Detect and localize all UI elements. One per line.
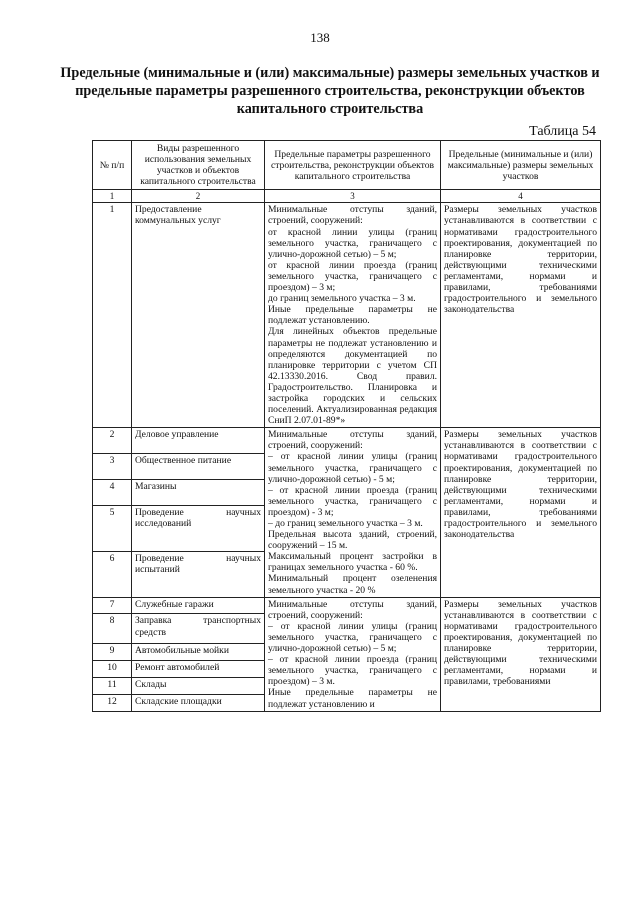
row-number: 6 — [93, 551, 132, 597]
use-type-name: Складские площадки — [132, 694, 265, 711]
use-type-name: Общественное питание — [132, 454, 265, 480]
param-line: Максимальный процент застройки в границах земельного участка - 60 %. — [268, 551, 437, 574]
use-type-name: Магазины — [132, 479, 265, 505]
use-type-name: Заправка транспортных средств — [132, 614, 265, 644]
regulations-table — [92, 140, 601, 712]
param-line: Минимальный процент озеленения земельного участка - 20 % — [268, 573, 437, 596]
param-line: Иные предельные параметры не подлежат установлению и — [268, 687, 437, 710]
column-number: 2 — [132, 190, 265, 203]
param-line: до границ земельного участка – 3 м. — [268, 293, 416, 305]
table-row — [93, 203, 601, 428]
column-number-row — [93, 190, 601, 203]
plot-sizes-cell — [441, 428, 601, 597]
use-type-name: Служебные гаражи — [132, 597, 265, 614]
column-number: 1 — [93, 190, 132, 203]
column-number: 4 — [441, 190, 601, 203]
param-line: – от красной линии улицы (границ земельного участка, граничащего с улично-дорожной сетью) – 5 м; — [268, 620, 437, 655]
param-line: от красной линии проезда (границ земельного участка, граничащего с проездом) – 3 м; — [268, 259, 437, 294]
page-number: 138 — [310, 30, 330, 45]
document-title: Предельные (минимальные и (или) максимальные) размеры земельных участков и предельные параметры разрешенного строительства, реконструкции объектов капитального строительства — [60, 65, 600, 117]
use-type-name: Проведение научных испытаний — [132, 551, 265, 597]
row-number: 1 — [93, 203, 132, 428]
header-number: № п/п — [93, 141, 132, 190]
table-caption: Таблица 54 — [529, 124, 596, 139]
plot-sizes-cell — [441, 203, 601, 428]
plot-sizes-cell — [441, 597, 601, 711]
param-line: – от красной линии проезда (границ земельного участка, граничащего с проездом) - 3 м; — [268, 484, 437, 518]
header-build-params: Предельные параметры разрешенного строительства, реконструкции объектов капитального строительства — [265, 141, 441, 190]
use-type-name: Проведение научных исследований — [132, 505, 265, 551]
column-number: 3 — [265, 190, 441, 203]
row-number: 7 — [93, 597, 132, 614]
param-line: Иные предельные параметры не подлежат установлению. — [268, 304, 437, 327]
size-line: Размеры земельных участков устанавливаются в соответствии с нормативами градостроительного проектирования, документацией по планировке территории, действующими техническими регламентами, нормами и правилами, требованиями — [444, 598, 597, 688]
row-number: 2 — [93, 428, 132, 454]
build-params-cell — [265, 428, 441, 597]
row-number: 3 — [93, 454, 132, 480]
param-line: Минимальные отступы зданий, строений, сооружений: — [268, 429, 437, 452]
param-line: Минимальные отступы зданий, строений, сооружений: — [268, 598, 437, 621]
param-line: от красной линии улицы (границ земельного участка, граничащего с улично-дорожной сетью) – 5 м; — [268, 226, 437, 260]
param-line: – от красной линии проезда (границ земельного участка, граничащего с проездом) – 3 м. — [268, 654, 437, 688]
header-use-type: Виды разрешенного использования земельных участков и объектов капитального строительства — [132, 141, 265, 190]
row-number: 8 — [93, 614, 132, 644]
row-number: 9 — [93, 644, 132, 661]
param-line: – до границ земельного участка – 3 м. — [268, 518, 423, 529]
build-params-cell — [265, 203, 441, 428]
table-row — [93, 428, 601, 454]
use-type-name: Предоставление коммунальных услуг — [132, 203, 265, 428]
row-number: 11 — [93, 678, 132, 695]
param-line: – от красной линии улицы (границ земельного участка, граничащего с улично-дорожной сетью) - 5 м; — [268, 451, 437, 485]
use-type-name: Автомобильные мойки — [132, 644, 265, 661]
row-number: 5 — [93, 505, 132, 551]
param-line: Для линейных объектов предельные параметры не подлежат установлению и определяются документацией по планировке территории с учетом СП 42.13330.2016. Свод правил. Градостроительство. Планировка и застройка городских и сельских поселений. Актуализированная редакция СниП 2.07.01-89*» — [268, 326, 437, 427]
row-number: 10 — [93, 661, 132, 678]
use-type-name: Склады — [132, 678, 265, 695]
build-params-cell — [265, 597, 441, 711]
header-plot-sizes: Предельные (минимальные и (или) максимальные) размеры земельных участков — [441, 141, 601, 190]
param-line: Минимальные отступы зданий, строений, сооружений: — [268, 204, 437, 227]
param-line: Предельная высота зданий, строений, сооружений – 15 м. — [268, 529, 437, 552]
size-line: Размеры земельных участков устанавливаются в соответствии с нормативами градостроительного проектирования, документацией по планировке территории, действующими техническими регламентами, нормами и правилами, требованиями градостроительного и земельного законодательства — [444, 204, 597, 316]
table-header-row — [93, 141, 601, 190]
table-row — [93, 597, 601, 614]
use-type-name: Деловое управление — [132, 428, 265, 454]
use-type-name: Ремонт автомобилей — [132, 661, 265, 678]
size-line: Размеры земельных участков устанавливаются в соответствии с нормативами градостроительного проектирования, документацией по планировке территории, действующими техническими регламентами, нормами и правилами, требованиями градостроительного и земельного законодательства — [444, 429, 597, 541]
row-number: 12 — [93, 694, 132, 711]
row-number: 4 — [93, 479, 132, 505]
table-body — [93, 203, 601, 711]
